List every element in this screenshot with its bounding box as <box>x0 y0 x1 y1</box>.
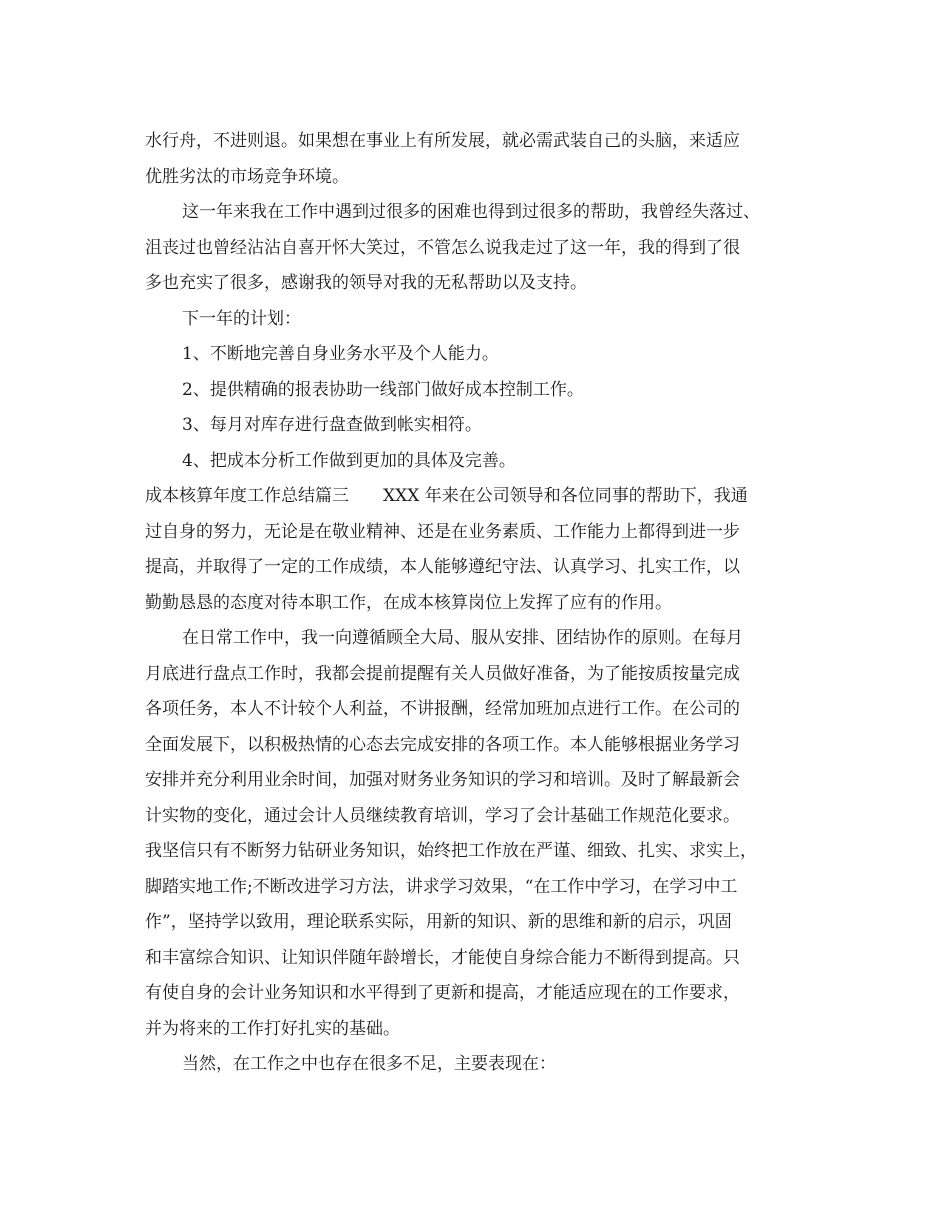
section-heading-line: 成本核算年度工作总结篇三 XXX 年来在公司领导和各位同事的帮助下，我通 <box>145 486 748 506</box>
text-line: 计实物的变化，通过会计人员继续教育培训，学习了会计基础工作规范化要求。 <box>145 805 740 826</box>
text-line: 勤勤恳恳的态度对待本职工作，在成本核算岗位上发挥了应有的作用。 <box>145 592 672 613</box>
text-line: 和丰富综合知识、让知识伴随年龄增长，才能使自身综合能力不断得到提高。只 <box>145 947 740 968</box>
text-line: 有使自身的会计业务知识和水平得到了更新和提高，才能适应现在的工作要求， <box>145 983 740 1003</box>
text-line: 当然，在工作之中也存在很多不足，主要表现在： <box>182 1054 556 1074</box>
text-line: 全面发展下，以积极热情的心态去完成安排的各项工作。本人能够根据业务学习 <box>145 734 740 755</box>
text-line: 各项任务，本人不计较个人利益，不讲报酬，经常加班加点进行工作。在公司的 <box>145 699 740 719</box>
document-body <box>145 124 805 1083</box>
list-item: 4、把成本分析工作做到更加的具体及完善。 <box>182 450 516 471</box>
text-line: 在日常工作中，我一向遵循顾全大局、服从安排、团结协作的原则。在每月 <box>182 628 743 648</box>
text-line: 月底进行盘点工作时，我都会提前提醒有关人员做好准备，为了能按质按量完成 <box>145 663 740 684</box>
text-line: 多也充实了很多，感谢我的领导对我的无私帮助以及支持。 <box>145 273 587 293</box>
text-line: 下一年的计划： <box>182 308 301 329</box>
text-line: 我坚信只有不断努力钻研业务知识，始终把工作放在严谨、细致、扎实、求实上， <box>145 841 757 861</box>
list-item: 2、提供精确的报表协助一线部门做好成本控制工作。 <box>182 379 584 400</box>
text-line: 水行舟，不进则退。如果想在事业上有所发展，就必需武装自己的头脑，来适应 <box>145 131 740 151</box>
text-line: 这一年来我在工作中遇到过很多的困难也得到过很多的帮助，我曾经失落过、 <box>182 202 760 222</box>
text-line: 并为将来的工作打好扎实的基础。 <box>145 1018 400 1039</box>
text-line: 脚踏实地工作;不断改进学习方法，讲求学习效果，“在工作中学习，在学习中工 <box>145 876 738 897</box>
text-line: 优胜劣汰的市场竞争环境。 <box>145 166 349 187</box>
text-line: 安排并充分利用业余时间，加强对财务业务知识的学习和培训。及时了解最新会 <box>145 770 740 790</box>
text-line: 沮丧过也曾经沾沾自喜开怀大笑过，不管怎么说我走过了这一年，我的得到了很 <box>145 237 740 258</box>
list-item: 1、不断地完善自身业务水平及个人能力。 <box>182 344 499 364</box>
text-line: 作”，坚持学以致用，理论联系实际，用新的知识、新的思维和新的启示，巩固 <box>145 912 732 932</box>
text-line: 过自身的努力，无论是在敬业精神、还是在业务素质、工作能力上都得到进一步 <box>145 521 740 542</box>
text-line: 提高，并取得了一定的工作成绩，本人能够遵纪守法、认真学习、扎实工作，以 <box>145 557 740 577</box>
list-item: 3、每月对库存进行盘查做到帐实相符。 <box>182 415 482 435</box>
